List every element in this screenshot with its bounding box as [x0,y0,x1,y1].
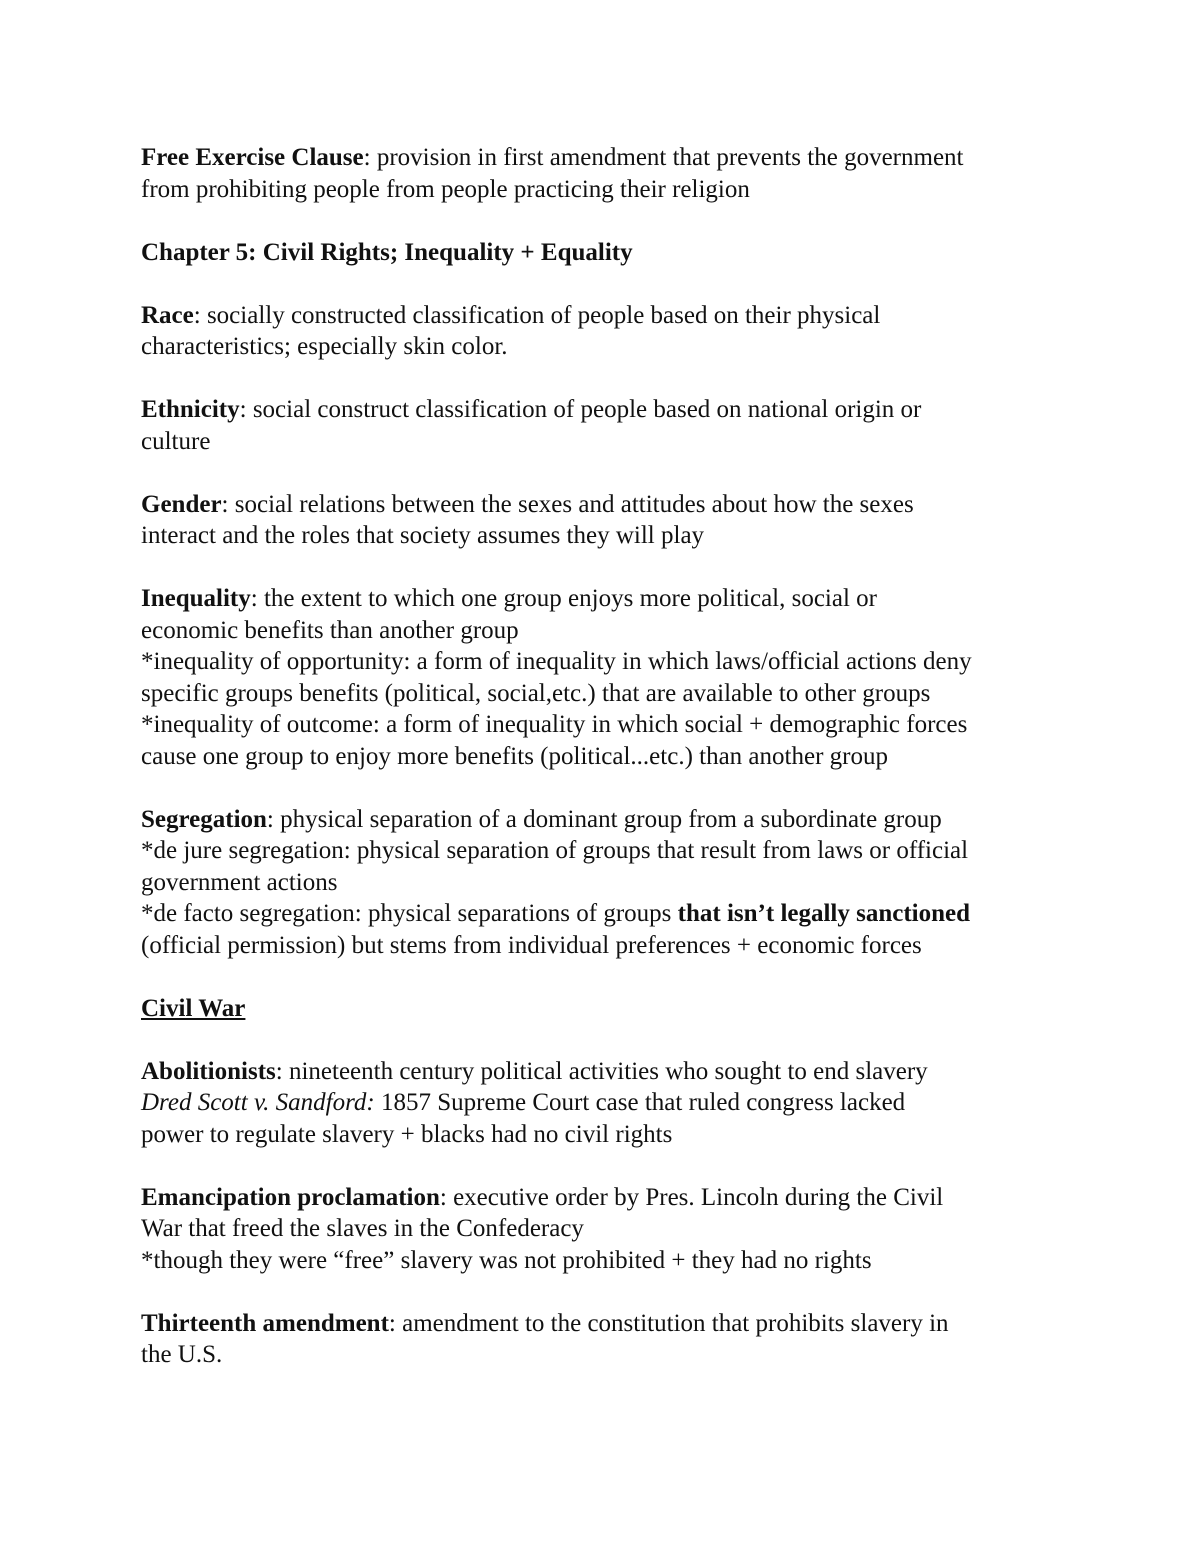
emancipation-term: Emancipation proclamation [141,1183,440,1211]
inequality-entry [141,583,1071,772]
ethnicity-entry [141,394,1071,457]
inequality-opportunity-line-1: *inequality of opportunity: a form of inequality in which laws/official actions deny [141,648,972,675]
thirteenth-term: Thirteenth amendment [141,1309,389,1337]
race-term: Race [141,301,194,329]
free-exercise-term: Free Exercise Clause [141,144,364,171]
thirteenth-entry [141,1308,1071,1371]
dred-scott-definition: 1857 Supreme Court case that ruled congress lacked [374,1089,906,1116]
thirteenth-line-2: the U.S. [141,1341,223,1368]
inequality-outcome-line-1: *inequality of outcome: a form of inequality in which social + demographic forces [141,711,968,738]
chapter-heading: Chapter 5: Civil Rights; Inequality + Equality [141,238,633,266]
dred-scott-line-2: power to regulate slavery + blacks had no civil rights [141,1120,673,1148]
de-facto-line-2: (official permission) but stems from individual preferences + economic forces [141,931,922,959]
de-facto-bold-text: that isn’t legally sanctioned [677,900,971,927]
inequality-line-2: economic benefits than another group [141,616,519,644]
civil-war-heading: Civil War [141,994,246,1022]
emancipation-definition: : executive order by Pres. Lincoln during the Civil [439,1183,944,1211]
chapter-heading-block [141,237,1071,269]
de-jure-line-1: *de jure segregation: physical separation of groups that result from laws or official [141,837,969,864]
abolitionists-definition: : nineteenth century political activities who sought to end slavery [275,1057,928,1085]
civil-war-heading-block [141,993,1071,1025]
emancipation-note: *though they were “free” slavery was not prohibited + they had no rights [141,1246,872,1274]
race-line-2: characteristics; especially skin color. [141,333,508,360]
emancipation-entry [141,1182,1071,1277]
gender-entry [141,489,1071,552]
abolitionists-term: Abolitionists [141,1057,276,1085]
inequality-term: Inequality [141,585,251,612]
de-jure-line-2: government actions [141,868,338,896]
free-exercise-line-2: from prohibiting people from people practicing their religion [141,175,750,203]
emancipation-line-2: War that freed the slaves in the Confederacy [141,1215,584,1242]
thirteenth-definition: : amendment to the constitution that prohibits slavery in [388,1309,949,1337]
dred-scott-case-name: Dred Scott v. Sandford: [141,1089,375,1116]
inequality-definition: : the extent to which one group enjoys more political, social or [250,585,877,612]
free-exercise-entry [141,142,1071,205]
inequality-outcome-line-2: cause one group to enjoy more benefits (political...etc.) than another group [141,742,888,770]
segregation-definition: : physical separation of a dominant group from a subordinate group [266,805,942,833]
ethnicity-term: Ethnicity [141,396,240,423]
free-exercise-definition: : provision in first amendment that prevents the government [363,144,964,171]
gender-definition: : social relations between the sexes and attitudes about how the sexes [221,490,914,518]
ethnicity-line-2: culture [141,427,211,455]
abolitionists-entry [141,1056,1071,1151]
de-facto-text: *de facto segregation: physical separations of groups [141,900,678,927]
gender-term: Gender [141,490,222,518]
race-definition: : socially constructed classification of people based on their physical [193,301,881,329]
inequality-opportunity-line-2: specific groups benefits (political, social,etc.) that are available to other groups [141,679,931,707]
document-page [141,142,1071,1402]
ethnicity-definition: : social construct classification of people based on national origin or [239,396,922,423]
free-exercise-line-1 [141,142,1071,174]
race-entry [141,300,1071,363]
gender-line-2: interact and the roles that society assumes they will play [141,522,705,549]
segregation-entry [141,804,1071,962]
de-facto-line-1 [141,898,1071,930]
segregation-term: Segregation [141,805,267,833]
